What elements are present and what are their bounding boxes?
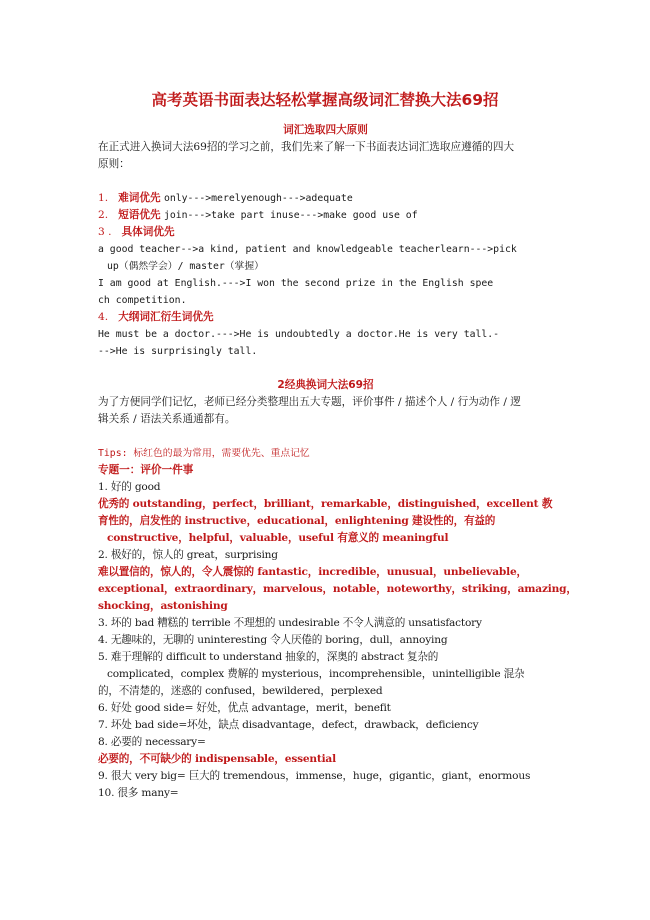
principle-3: 3 . 具体词优先 xyxy=(98,226,175,238)
section2-intro-2: 辑关系 / 语法关系通通都有。 xyxy=(98,413,236,425)
tips-note: Tips: 标红色的最为常用，需要优先、重点记忆 xyxy=(98,448,310,459)
principle-1: 1. 难词优先 only--->merelyenough--->adequate xyxy=(98,192,353,204)
item-5-line-2: complicated，complex 费解的 mysterious，incomprehensible，unintelligible 混杂 xyxy=(107,668,525,680)
section-heading-principles: 词汇选取四大原则 xyxy=(283,124,368,136)
intro-line-2: 原则： xyxy=(98,158,130,170)
section-heading-69: 2经典换词大法69招 xyxy=(277,379,374,391)
item-2-red-1: 难以置信的，惊人的，令人震惊的 fantastic，incredible，unusual，unbelievable， xyxy=(98,566,527,578)
item-9: 9. 很大 very big= 巨大的 tremendous，immense，huge，gigantic，giant，enormous xyxy=(98,770,531,782)
section2-intro-1: 为了方便同学们记忆，老师已经分类整理出五大专题，评价事件 / 描述个人 / 行为动作 / 逻 xyxy=(98,396,521,408)
item-1-red-1: 优秀的 outstanding，perfect，brilliant，remarkable，distinguished，excellent 教 xyxy=(98,498,553,510)
document-body xyxy=(98,122,577,802)
principle-4-example-1: He must be a doctor.--->He is undoubtedly a doctor.He is very tall.- xyxy=(98,329,500,340)
principle-4-example-2: -->He is surprisingly tall. xyxy=(98,346,258,357)
item-3: 3. 坏的 bad 糟糕的 terrible 不理想的 undesirable 不令人满意的 unsatisfactory xyxy=(98,617,482,629)
intro-line-1: 在正式进入换词大法69招的学习之前，我们先来了解一下书面表达词汇选取应遵循的四大 xyxy=(98,141,515,153)
item-2: 2. 极好的，惊人的 great，surprising xyxy=(98,549,278,561)
principle-3-example-2: up（偶然学会）/ master（掌握） xyxy=(107,261,264,272)
item-7: 7. 坏处 bad side=坏处，缺点 disadvantage，defect，drawback，deficiency xyxy=(98,719,479,731)
item-5-line-1: 5. 难于理解的 difficult to understand 抽象的，深奥的 abstract 复杂的 xyxy=(98,651,439,663)
item-6: 6. 好处 good side= 好处，优点 advantage，merit，benefit xyxy=(98,702,391,714)
item-10: 10. 很多 many= xyxy=(98,787,179,799)
principle-3-example-4: ch competition. xyxy=(98,295,187,306)
item-5-line-3: 的，不清楚的，迷惑的 confused，bewildered，perplexed xyxy=(98,685,383,697)
item-4: 4. 无趣味的，无聊的 uninteresting 令人厌倦的 boring，dull，annoying xyxy=(98,634,448,646)
item-2-red-3: shocking，astonishing xyxy=(98,600,228,612)
item-1-red-3: constructive，helpful，valuable，useful 有意义的 meaningful xyxy=(107,532,449,544)
page-title: 高考英语书面表达轻松掌握高级词汇替换大法69招 xyxy=(151,91,499,109)
principle-2: 2. 短语优先 join--->take part inuse--->make good use of xyxy=(98,209,418,221)
principle-3-example-3: I am good at English.--->I won the second prize in the English spee xyxy=(98,278,494,289)
principle-4: 4. 大纲词汇衍生词优先 xyxy=(98,311,214,323)
item-8: 8. 必要的 necessary= xyxy=(98,736,206,748)
item-1: 1. 好的 good xyxy=(98,481,161,493)
principle-3-example-1: a good teacher-->a kind, patient and knowledgeable teacherlearn--->pick xyxy=(98,244,517,255)
item-8-red: 必要的，不可缺少的 indispensable，essential xyxy=(98,753,336,765)
item-2-red-2: exceptional，extraordinary，marvelous，notable，noteworthy，striking，amazing， xyxy=(98,583,577,595)
item-1-red-2: 育性的，启发性的 instructive，educational，enlightening 建设性的，有益的 xyxy=(98,515,496,527)
topic-1-heading: 专题一：评价一件事 xyxy=(98,464,194,476)
